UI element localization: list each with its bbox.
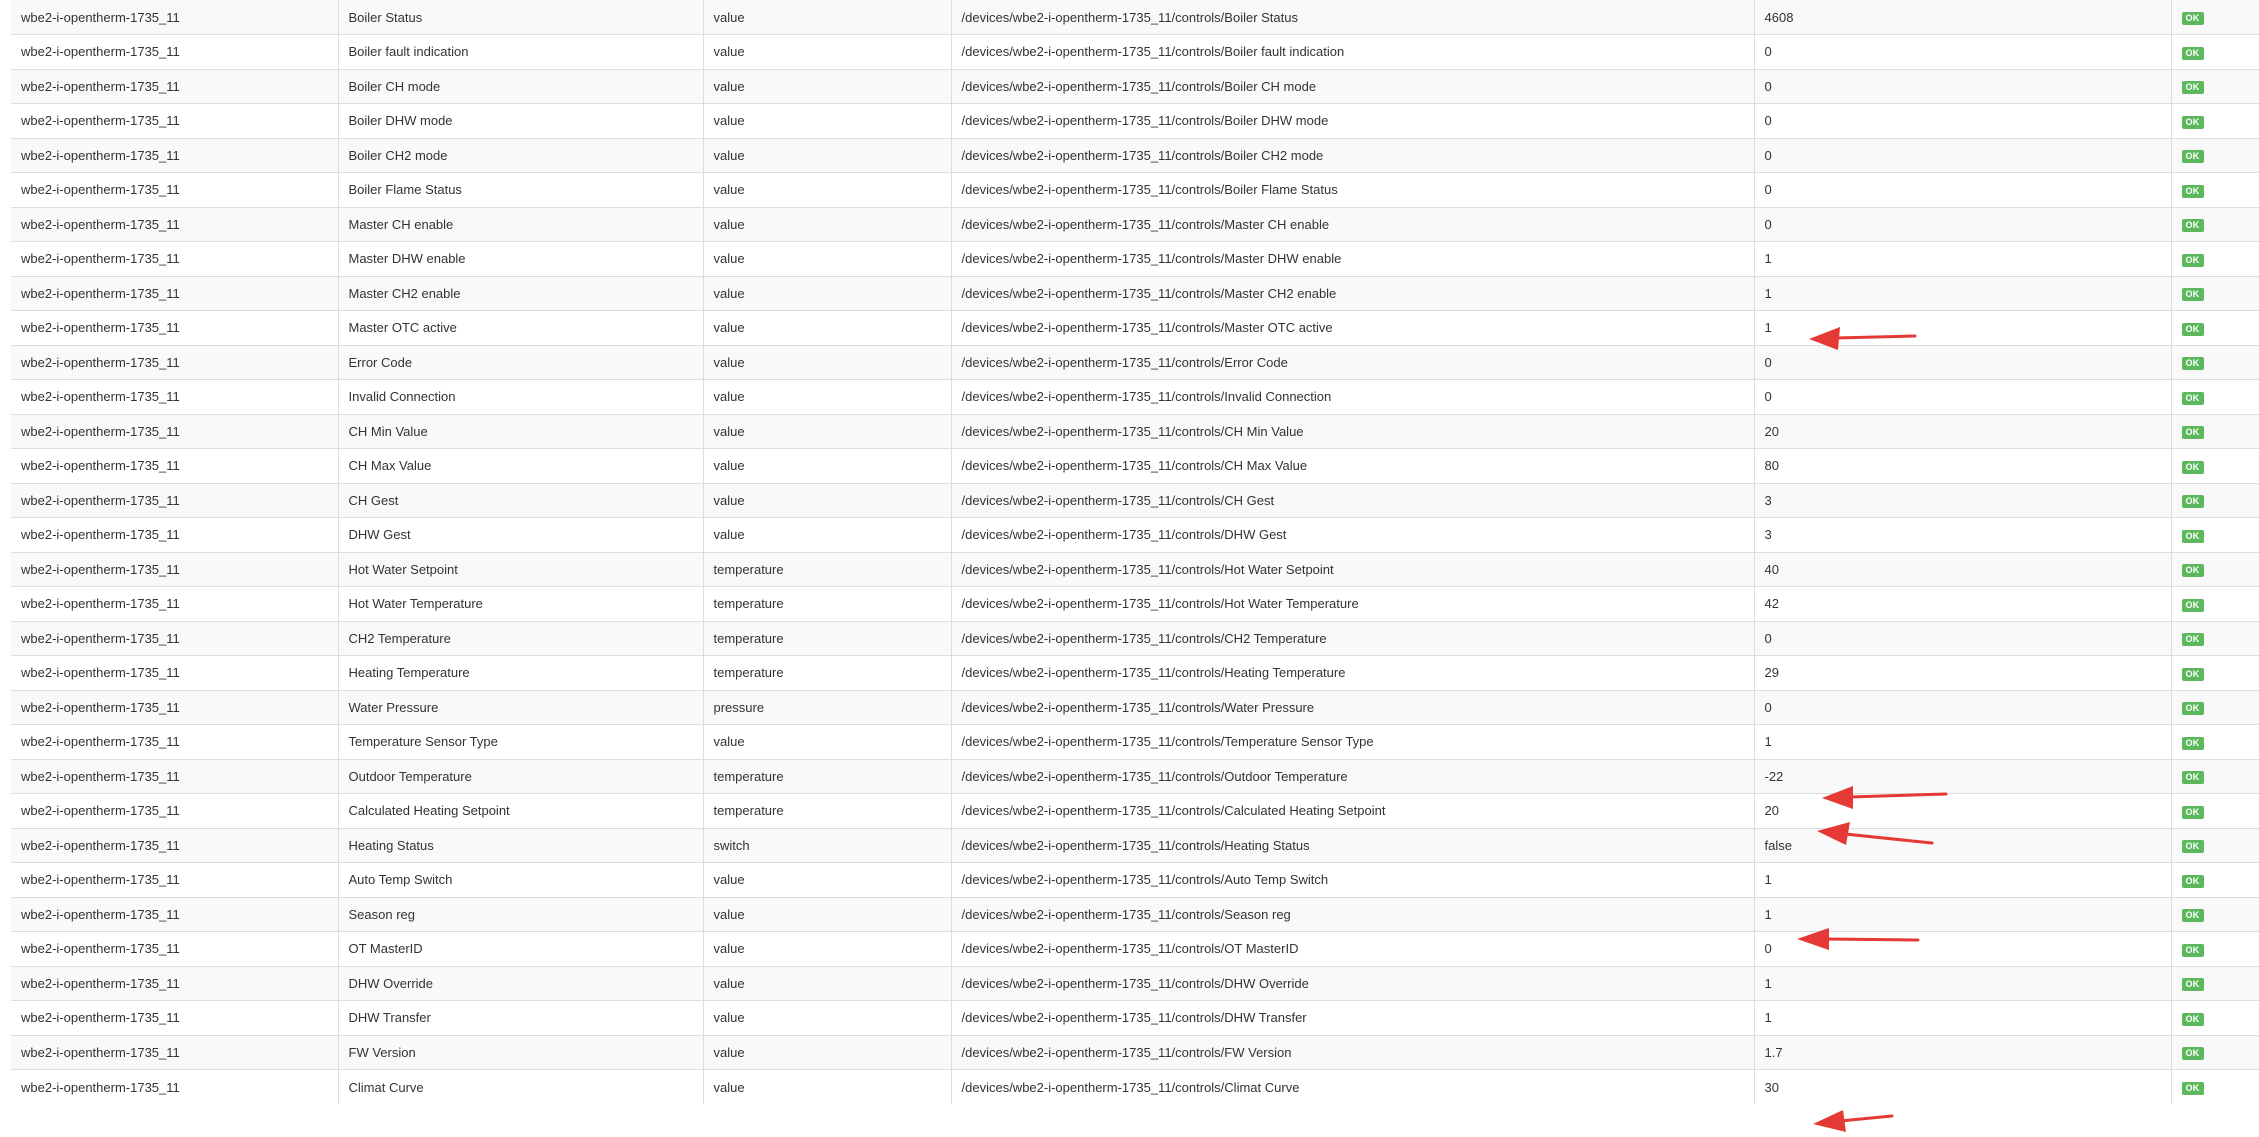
cell-topic: /devices/wbe2-i-opentherm-1735_11/controls/Heating Temperature <box>951 656 1754 691</box>
cell-control: FW Version <box>338 1035 703 1070</box>
table-row <box>11 1035 2259 1070</box>
cell-topic: /devices/wbe2-i-opentherm-1735_11/controls/Boiler CH mode <box>951 69 1754 104</box>
cell-topic: /devices/wbe2-i-opentherm-1735_11/controls/Error Code <box>951 345 1754 380</box>
cell-device: wbe2-i-opentherm-1735_11 <box>11 518 338 553</box>
cell-status <box>2171 69 2259 104</box>
cell-status <box>2171 828 2259 863</box>
cell-type: value <box>703 966 951 1001</box>
cell-value: 1 <box>1754 897 2171 932</box>
cell-topic: /devices/wbe2-i-opentherm-1735_11/controls/OT MasterID <box>951 932 1754 967</box>
cell-control: Boiler Status <box>338 0 703 35</box>
cell-control: DHW Gest <box>338 518 703 553</box>
table-row <box>11 345 2259 380</box>
cell-topic: /devices/wbe2-i-opentherm-1735_11/controls/DHW Transfer <box>951 1001 1754 1036</box>
cell-control: Hot Water Temperature <box>338 587 703 622</box>
cell-topic: /devices/wbe2-i-opentherm-1735_11/controls/Master CH2 enable <box>951 276 1754 311</box>
cell-control: Climat Curve <box>338 1070 703 1105</box>
status-badge: OK <box>2182 840 2204 853</box>
status-badge: OK <box>2182 978 2204 991</box>
cell-topic: /devices/wbe2-i-opentherm-1735_11/controls/Season reg <box>951 897 1754 932</box>
table-row <box>11 414 2259 449</box>
cell-control: Outdoor Temperature <box>338 759 703 794</box>
cell-type: value <box>703 725 951 760</box>
cell-status <box>2171 380 2259 415</box>
table-row <box>11 1070 2259 1105</box>
cell-type: temperature <box>703 552 951 587</box>
cell-device: wbe2-i-opentherm-1735_11 <box>11 759 338 794</box>
cell-status <box>2171 345 2259 380</box>
cell-control: CH Min Value <box>338 414 703 449</box>
cell-topic: /devices/wbe2-i-opentherm-1735_11/controls/Boiler fault indication <box>951 35 1754 70</box>
table-row <box>11 449 2259 484</box>
table-row <box>11 483 2259 518</box>
cell-topic: /devices/wbe2-i-opentherm-1735_11/controls/DHW Gest <box>951 518 1754 553</box>
status-badge: OK <box>2182 288 2204 301</box>
cell-control: Heating Temperature <box>338 656 703 691</box>
table-row <box>11 0 2259 35</box>
status-badge: OK <box>2182 1082 2204 1095</box>
status-badge: OK <box>2182 47 2204 60</box>
status-badge: OK <box>2182 737 2204 750</box>
table-row <box>11 242 2259 277</box>
cell-device: wbe2-i-opentherm-1735_11 <box>11 1001 338 1036</box>
cell-device: wbe2-i-opentherm-1735_11 <box>11 725 338 760</box>
table-row <box>11 966 2259 1001</box>
cell-status <box>2171 138 2259 173</box>
cell-status <box>2171 207 2259 242</box>
status-badge: OK <box>2182 323 2204 336</box>
cell-topic: /devices/wbe2-i-opentherm-1735_11/controls/Boiler CH2 mode <box>951 138 1754 173</box>
cell-type: temperature <box>703 621 951 656</box>
cell-control: Temperature Sensor Type <box>338 725 703 760</box>
status-badge: OK <box>2182 875 2204 888</box>
status-badge: OK <box>2182 12 2204 25</box>
table-row <box>11 518 2259 553</box>
cell-control: Boiler CH mode <box>338 69 703 104</box>
cell-control: Master CH enable <box>338 207 703 242</box>
status-badge: OK <box>2182 771 2204 784</box>
status-badge: OK <box>2182 426 2204 439</box>
cell-status <box>2171 932 2259 967</box>
table-row <box>11 35 2259 70</box>
table-row <box>11 759 2259 794</box>
table-row <box>11 138 2259 173</box>
cell-topic: /devices/wbe2-i-opentherm-1735_11/controls/Boiler DHW mode <box>951 104 1754 139</box>
cell-device: wbe2-i-opentherm-1735_11 <box>11 104 338 139</box>
cell-control: Heating Status <box>338 828 703 863</box>
cell-type: value <box>703 0 951 35</box>
cell-value: 20 <box>1754 794 2171 829</box>
table-row <box>11 863 2259 898</box>
cell-type: value <box>703 380 951 415</box>
cell-control: CH Gest <box>338 483 703 518</box>
status-badge: OK <box>2182 530 2204 543</box>
table-row <box>11 276 2259 311</box>
cell-topic: /devices/wbe2-i-opentherm-1735_11/controls/Calculated Heating Setpoint <box>951 794 1754 829</box>
cell-status <box>2171 483 2259 518</box>
table-row <box>11 173 2259 208</box>
table-row <box>11 690 2259 725</box>
cell-device: wbe2-i-opentherm-1735_11 <box>11 380 338 415</box>
cell-type: value <box>703 35 951 70</box>
cell-type: value <box>703 173 951 208</box>
cell-value: -22 <box>1754 759 2171 794</box>
cell-topic: /devices/wbe2-i-opentherm-1735_11/controls/Outdoor Temperature <box>951 759 1754 794</box>
cell-value: 80 <box>1754 449 2171 484</box>
cell-status <box>2171 173 2259 208</box>
cell-control: Master OTC active <box>338 311 703 346</box>
cell-control: Invalid Connection <box>338 380 703 415</box>
status-badge: OK <box>2182 392 2204 405</box>
cell-value: 0 <box>1754 35 2171 70</box>
cell-value: 1 <box>1754 725 2171 760</box>
controls-table <box>11 0 2259 1104</box>
cell-type: value <box>703 311 951 346</box>
cell-control: Boiler DHW mode <box>338 104 703 139</box>
status-badge: OK <box>2182 909 2204 922</box>
cell-device: wbe2-i-opentherm-1735_11 <box>11 207 338 242</box>
cell-value: 1 <box>1754 242 2171 277</box>
cell-topic: /devices/wbe2-i-opentherm-1735_11/controls/Master DHW enable <box>951 242 1754 277</box>
status-badge: OK <box>2182 495 2204 508</box>
cell-status <box>2171 35 2259 70</box>
status-badge: OK <box>2182 461 2204 474</box>
arrow-icon-climat-curve <box>1813 1110 1892 1132</box>
table-row <box>11 621 2259 656</box>
table-row <box>11 311 2259 346</box>
cell-status <box>2171 414 2259 449</box>
cell-device: wbe2-i-opentherm-1735_11 <box>11 552 338 587</box>
cell-value: 1 <box>1754 966 2171 1001</box>
cell-status <box>2171 759 2259 794</box>
cell-device: wbe2-i-opentherm-1735_11 <box>11 449 338 484</box>
cell-type: value <box>703 863 951 898</box>
table-row <box>11 794 2259 829</box>
status-badge: OK <box>2182 254 2204 267</box>
cell-value: 29 <box>1754 656 2171 691</box>
status-badge: OK <box>2182 564 2204 577</box>
cell-status <box>2171 656 2259 691</box>
cell-control: Hot Water Setpoint <box>338 552 703 587</box>
cell-topic: /devices/wbe2-i-opentherm-1735_11/controls/CH Min Value <box>951 414 1754 449</box>
cell-value: 0 <box>1754 207 2171 242</box>
cell-value: 0 <box>1754 932 2171 967</box>
cell-status <box>2171 725 2259 760</box>
cell-value: 1.7 <box>1754 1035 2171 1070</box>
cell-control: Boiler CH2 mode <box>338 138 703 173</box>
table-row <box>11 69 2259 104</box>
cell-device: wbe2-i-opentherm-1735_11 <box>11 966 338 1001</box>
table-row <box>11 932 2259 967</box>
cell-type: value <box>703 449 951 484</box>
cell-topic: /devices/wbe2-i-opentherm-1735_11/controls/CH Gest <box>951 483 1754 518</box>
table-row <box>11 828 2259 863</box>
cell-status <box>2171 621 2259 656</box>
cell-control: CH2 Temperature <box>338 621 703 656</box>
cell-control: Calculated Heating Setpoint <box>338 794 703 829</box>
cell-value: 3 <box>1754 483 2171 518</box>
controls-table-body <box>11 0 2259 1104</box>
cell-status <box>2171 311 2259 346</box>
cell-topic: /devices/wbe2-i-opentherm-1735_11/controls/Boiler Flame Status <box>951 173 1754 208</box>
cell-value: 4608 <box>1754 0 2171 35</box>
cell-topic: /devices/wbe2-i-opentherm-1735_11/controls/DHW Override <box>951 966 1754 1001</box>
status-badge: OK <box>2182 599 2204 612</box>
status-badge: OK <box>2182 806 2204 819</box>
cell-type: temperature <box>703 794 951 829</box>
cell-topic: /devices/wbe2-i-opentherm-1735_11/controls/Auto Temp Switch <box>951 863 1754 898</box>
cell-type: switch <box>703 828 951 863</box>
status-badge: OK <box>2182 81 2204 94</box>
cell-control: Season reg <box>338 897 703 932</box>
cell-device: wbe2-i-opentherm-1735_11 <box>11 621 338 656</box>
cell-value: 1 <box>1754 276 2171 311</box>
cell-type: value <box>703 897 951 932</box>
cell-device: wbe2-i-opentherm-1735_11 <box>11 483 338 518</box>
cell-control: Boiler Flame Status <box>338 173 703 208</box>
cell-device: wbe2-i-opentherm-1735_11 <box>11 1035 338 1070</box>
status-badge: OK <box>2182 944 2204 957</box>
cell-type: value <box>703 242 951 277</box>
table-row <box>11 725 2259 760</box>
table-row <box>11 656 2259 691</box>
cell-status <box>2171 104 2259 139</box>
cell-type: value <box>703 69 951 104</box>
cell-type: value <box>703 276 951 311</box>
cell-device: wbe2-i-opentherm-1735_11 <box>11 138 338 173</box>
cell-device: wbe2-i-opentherm-1735_11 <box>11 897 338 932</box>
cell-value: 0 <box>1754 104 2171 139</box>
cell-status <box>2171 966 2259 1001</box>
cell-type: pressure <box>703 690 951 725</box>
cell-value: 40 <box>1754 552 2171 587</box>
cell-type: temperature <box>703 656 951 691</box>
cell-topic: /devices/wbe2-i-opentherm-1735_11/controls/Hot Water Temperature <box>951 587 1754 622</box>
cell-value: false <box>1754 828 2171 863</box>
cell-control: Auto Temp Switch <box>338 863 703 898</box>
cell-topic: /devices/wbe2-i-opentherm-1735_11/controls/Temperature Sensor Type <box>951 725 1754 760</box>
status-badge: OK <box>2182 116 2204 129</box>
cell-device: wbe2-i-opentherm-1735_11 <box>11 69 338 104</box>
cell-topic: /devices/wbe2-i-opentherm-1735_11/controls/Boiler Status <box>951 0 1754 35</box>
cell-status <box>2171 1070 2259 1105</box>
cell-value: 1 <box>1754 311 2171 346</box>
status-badge: OK <box>2182 357 2204 370</box>
cell-value: 1 <box>1754 1001 2171 1036</box>
cell-value: 0 <box>1754 621 2171 656</box>
cell-control: DHW Override <box>338 966 703 1001</box>
cell-topic: /devices/wbe2-i-opentherm-1735_11/controls/CH2 Temperature <box>951 621 1754 656</box>
cell-device: wbe2-i-opentherm-1735_11 <box>11 345 338 380</box>
cell-value: 30 <box>1754 1070 2171 1105</box>
cell-device: wbe2-i-opentherm-1735_11 <box>11 828 338 863</box>
cell-device: wbe2-i-opentherm-1735_11 <box>11 35 338 70</box>
cell-type: temperature <box>703 759 951 794</box>
cell-device: wbe2-i-opentherm-1735_11 <box>11 656 338 691</box>
cell-status <box>2171 690 2259 725</box>
cell-control: Master DHW enable <box>338 242 703 277</box>
cell-control: Master CH2 enable <box>338 276 703 311</box>
table-row <box>11 587 2259 622</box>
cell-topic: /devices/wbe2-i-opentherm-1735_11/controls/Heating Status <box>951 828 1754 863</box>
cell-status <box>2171 897 2259 932</box>
cell-status <box>2171 1035 2259 1070</box>
cell-value: 3 <box>1754 518 2171 553</box>
cell-status <box>2171 518 2259 553</box>
cell-value: 0 <box>1754 173 2171 208</box>
cell-status <box>2171 449 2259 484</box>
cell-value: 0 <box>1754 380 2171 415</box>
cell-device: wbe2-i-opentherm-1735_11 <box>11 242 338 277</box>
table-row <box>11 1001 2259 1036</box>
cell-value: 0 <box>1754 69 2171 104</box>
cell-type: value <box>703 932 951 967</box>
cell-device: wbe2-i-opentherm-1735_11 <box>11 173 338 208</box>
cell-type: value <box>703 104 951 139</box>
cell-device: wbe2-i-opentherm-1735_11 <box>11 414 338 449</box>
table-row <box>11 104 2259 139</box>
cell-device: wbe2-i-opentherm-1735_11 <box>11 794 338 829</box>
cell-control: OT MasterID <box>338 932 703 967</box>
cell-type: value <box>703 138 951 173</box>
cell-device: wbe2-i-opentherm-1735_11 <box>11 587 338 622</box>
cell-topic: /devices/wbe2-i-opentherm-1735_11/controls/Master CH enable <box>951 207 1754 242</box>
table-row <box>11 897 2259 932</box>
status-badge: OK <box>2182 668 2204 681</box>
table-row <box>11 552 2259 587</box>
cell-status <box>2171 242 2259 277</box>
cell-type: value <box>703 518 951 553</box>
cell-device: wbe2-i-opentherm-1735_11 <box>11 0 338 35</box>
cell-topic: /devices/wbe2-i-opentherm-1735_11/controls/Master OTC active <box>951 311 1754 346</box>
cell-value: 1 <box>1754 863 2171 898</box>
cell-value: 0 <box>1754 345 2171 380</box>
cell-value: 0 <box>1754 690 2171 725</box>
cell-control: Error Code <box>338 345 703 380</box>
table-row <box>11 380 2259 415</box>
status-badge: OK <box>2182 1013 2204 1026</box>
status-badge: OK <box>2182 1047 2204 1060</box>
status-badge: OK <box>2182 702 2204 715</box>
cell-status <box>2171 276 2259 311</box>
cell-device: wbe2-i-opentherm-1735_11 <box>11 932 338 967</box>
cell-device: wbe2-i-opentherm-1735_11 <box>11 863 338 898</box>
cell-topic: /devices/wbe2-i-opentherm-1735_11/controls/CH Max Value <box>951 449 1754 484</box>
cell-type: value <box>703 1001 951 1036</box>
cell-type: value <box>703 483 951 518</box>
cell-type: temperature <box>703 587 951 622</box>
cell-type: value <box>703 207 951 242</box>
cell-value: 0 <box>1754 138 2171 173</box>
cell-topic: /devices/wbe2-i-opentherm-1735_11/controls/FW Version <box>951 1035 1754 1070</box>
cell-status <box>2171 863 2259 898</box>
cell-control: Water Pressure <box>338 690 703 725</box>
status-badge: OK <box>2182 185 2204 198</box>
cell-topic: /devices/wbe2-i-opentherm-1735_11/controls/Water Pressure <box>951 690 1754 725</box>
cell-status <box>2171 587 2259 622</box>
status-badge: OK <box>2182 150 2204 163</box>
cell-device: wbe2-i-opentherm-1735_11 <box>11 1070 338 1105</box>
cell-type: value <box>703 1070 951 1105</box>
cell-topic: /devices/wbe2-i-opentherm-1735_11/controls/Invalid Connection <box>951 380 1754 415</box>
cell-control: CH Max Value <box>338 449 703 484</box>
cell-control: Boiler fault indication <box>338 35 703 70</box>
cell-value: 20 <box>1754 414 2171 449</box>
status-badge: OK <box>2182 633 2204 646</box>
table-row <box>11 207 2259 242</box>
cell-status <box>2171 0 2259 35</box>
cell-device: wbe2-i-opentherm-1735_11 <box>11 690 338 725</box>
cell-status <box>2171 552 2259 587</box>
cell-topic: /devices/wbe2-i-opentherm-1735_11/controls/Climat Curve <box>951 1070 1754 1105</box>
cell-value: 42 <box>1754 587 2171 622</box>
cell-device: wbe2-i-opentherm-1735_11 <box>11 276 338 311</box>
cell-control: DHW Transfer <box>338 1001 703 1036</box>
cell-device: wbe2-i-opentherm-1735_11 <box>11 311 338 346</box>
cell-type: value <box>703 414 951 449</box>
cell-type: value <box>703 1035 951 1070</box>
cell-status <box>2171 794 2259 829</box>
cell-status <box>2171 1001 2259 1036</box>
status-badge: OK <box>2182 219 2204 232</box>
cell-type: value <box>703 345 951 380</box>
cell-topic: /devices/wbe2-i-opentherm-1735_11/controls/Hot Water Setpoint <box>951 552 1754 587</box>
